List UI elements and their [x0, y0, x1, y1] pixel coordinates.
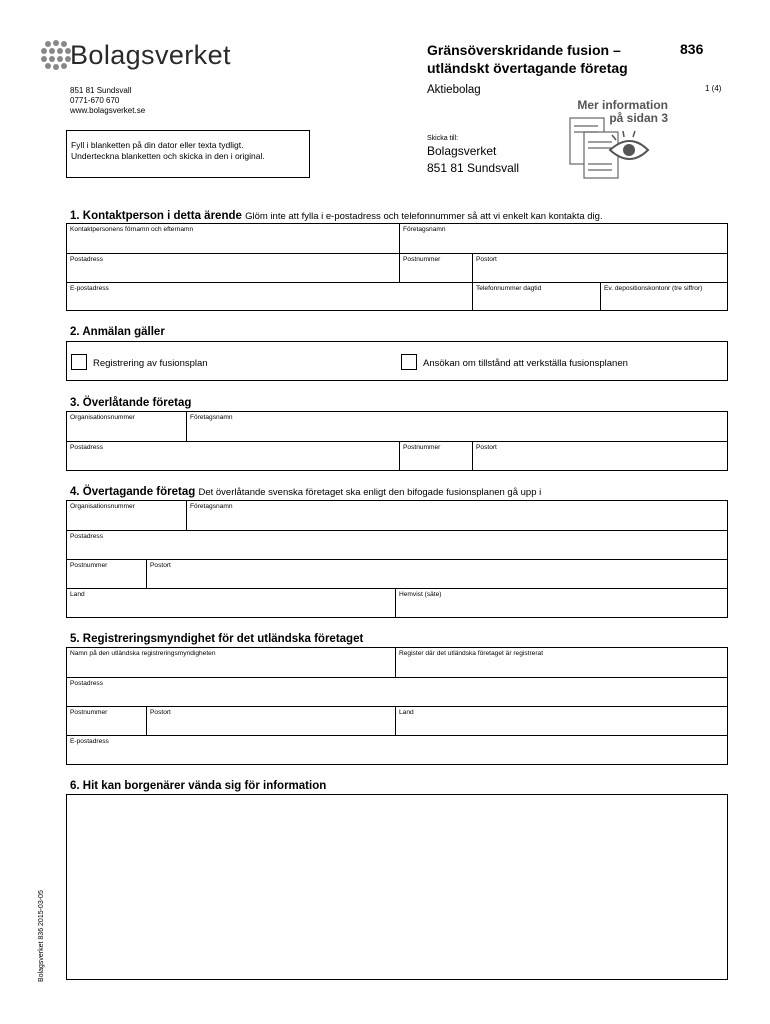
instruction-line: Fyll i blanketten på din dator eller texta tydligt. — [71, 140, 244, 150]
field-label: Postadress — [70, 444, 103, 451]
execute-plan-checkbox[interactable] — [401, 354, 417, 370]
transferring-address-field[interactable] — [67, 442, 400, 470]
acquiring-domicile-field[interactable] — [396, 589, 727, 617]
contact-address-field[interactable] — [67, 254, 400, 283]
field-label: Organisationsnummer — [70, 503, 135, 510]
transferring-orgnr-field[interactable] — [67, 412, 187, 442]
contact-phone-field[interactable] — [473, 283, 601, 310]
acquiring-orgnr-field[interactable] — [67, 501, 187, 531]
field-label: Postort — [150, 709, 171, 716]
section-4-heading: 4. Övertagande företag — [70, 486, 196, 498]
field-label: Land — [70, 591, 85, 598]
section-4-form — [66, 500, 728, 618]
field-label: Företagsnamn — [190, 503, 233, 510]
execute-plan-label: Ansökan om tillstånd att verkställa fusionsplanen — [423, 358, 628, 369]
send-to-line: Bolagsverket — [427, 144, 497, 158]
contact-email-field[interactable] — [67, 283, 473, 310]
form-title-line: utländskt övertagande företag — [427, 60, 628, 76]
section-2-title: 2. Anmälan gäller — [70, 326, 165, 338]
instruction-line: Underteckna blanketten och skicka in den i original. — [71, 151, 265, 161]
page-indicator: 1 (4) — [705, 84, 722, 93]
section-4-title — [70, 486, 541, 498]
section-1-heading: 1. Kontaktperson i detta ärende — [70, 210, 242, 222]
bolagsverket-logo-icon — [38, 38, 74, 74]
transferring-company-field[interactable] — [187, 412, 727, 442]
section-1-note: Glöm inte att fylla i e-postadress och telefonnummer så att vi enkelt kan kontakta dig. — [245, 211, 603, 222]
address-line: 851 81 Sundsvall — [70, 86, 132, 95]
field-label: Företagsnamn — [190, 414, 233, 421]
authority-email-field[interactable] — [67, 736, 727, 764]
section-1-form — [66, 223, 728, 311]
field-label: Organisationsnummer — [70, 414, 135, 421]
field-label: Postadress — [70, 256, 103, 263]
field-label: Postnummer — [70, 562, 108, 569]
phone-line: 0771-670 670 — [70, 96, 120, 105]
field-label: Hemvist (säte) — [399, 591, 442, 598]
send-to-line: 851 81 Sundsvall — [427, 161, 520, 175]
more-info-line: på sidan 3 — [609, 111, 668, 125]
field-label: Postnummer — [403, 256, 441, 263]
creditor-info-textarea[interactable] — [66, 794, 728, 980]
field-label: Register där det utländska företaget är registrerat — [399, 650, 544, 657]
acquiring-company-field[interactable] — [187, 501, 727, 531]
field-label: Postadress — [70, 533, 103, 540]
acquiring-city-field[interactable] — [147, 560, 727, 589]
section-4-note: Det överlåtande svenska företaget ska enligt den bifogade fusionsplanen gå upp i — [198, 487, 542, 498]
field-label: Ev. depositionskontonr (tre siffror) — [604, 285, 703, 292]
field-label: Kontaktpersonens förnamn och efternamn — [70, 226, 194, 233]
field-label: Postort — [476, 256, 497, 263]
more-info-text — [572, 99, 668, 125]
section-3-form — [66, 411, 728, 471]
acquiring-country-field[interactable] — [67, 589, 396, 617]
form-number: 836 — [680, 41, 704, 57]
authority-name-field[interactable] — [67, 648, 396, 678]
send-to-address — [427, 143, 519, 177]
section-3-title: 3. Överlåtande företag — [70, 397, 192, 409]
field-label: E-postadress — [70, 285, 109, 292]
transferring-city-field[interactable] — [473, 442, 727, 470]
field-label: E-postadress — [70, 738, 109, 745]
field-label: Postort — [476, 444, 497, 451]
section-5-form — [66, 647, 728, 765]
form-version-text: Bolagsverket 836 2015-03-05 — [38, 890, 45, 982]
contact-company-field[interactable] — [400, 224, 727, 254]
more-info-line: Mer information — [577, 98, 668, 112]
fusion-plan-checkbox[interactable] — [71, 354, 87, 370]
fusion-plan-label: Registrering av fusionsplan — [93, 358, 208, 369]
field-label: Namn på den utländska registreringsmyndigheten — [70, 650, 216, 657]
register-name-field[interactable] — [396, 648, 727, 678]
send-to-label: Skicka till: — [427, 135, 459, 142]
field-label: Postadress — [70, 680, 103, 687]
form-title-line: Gränsöverskridande fusion – — [427, 42, 621, 58]
authority-country-field[interactable] — [396, 707, 727, 736]
contact-postcode-field[interactable] — [400, 254, 473, 283]
field-label: Postnummer — [70, 709, 108, 716]
logo-text: Bolagsverket — [70, 40, 231, 70]
section-5-title: 5. Registreringsmyndighet för det utländska företaget — [70, 633, 364, 645]
address-block — [70, 86, 145, 116]
contact-name-field[interactable] — [67, 224, 400, 254]
website-line: www.bolagsverket.se — [70, 106, 146, 115]
field-label: Företagsnamn — [403, 226, 446, 233]
section-2-form — [66, 341, 728, 381]
field-label: Postnummer — [403, 444, 441, 451]
field-label: Telefonnummer dagtid — [476, 285, 542, 292]
acquiring-address-field[interactable] — [67, 531, 727, 560]
form-title — [427, 41, 687, 77]
field-label: Postort — [150, 562, 171, 569]
transferring-postcode-field[interactable] — [400, 442, 473, 470]
deposit-account-field[interactable] — [601, 283, 727, 310]
field-label: Land — [399, 709, 414, 716]
authority-postcode-field[interactable] — [67, 707, 147, 736]
section-1-title — [70, 210, 603, 222]
authority-address-field[interactable] — [67, 678, 727, 707]
acquiring-postcode-field[interactable] — [67, 560, 147, 589]
authority-city-field[interactable] — [147, 707, 396, 736]
section-6-title: 6. Hit kan borgenärer vända sig för information — [70, 780, 327, 792]
contact-city-field[interactable] — [473, 254, 727, 283]
company-type: Aktiebolag — [427, 84, 481, 96]
instruction-box — [66, 130, 310, 178]
